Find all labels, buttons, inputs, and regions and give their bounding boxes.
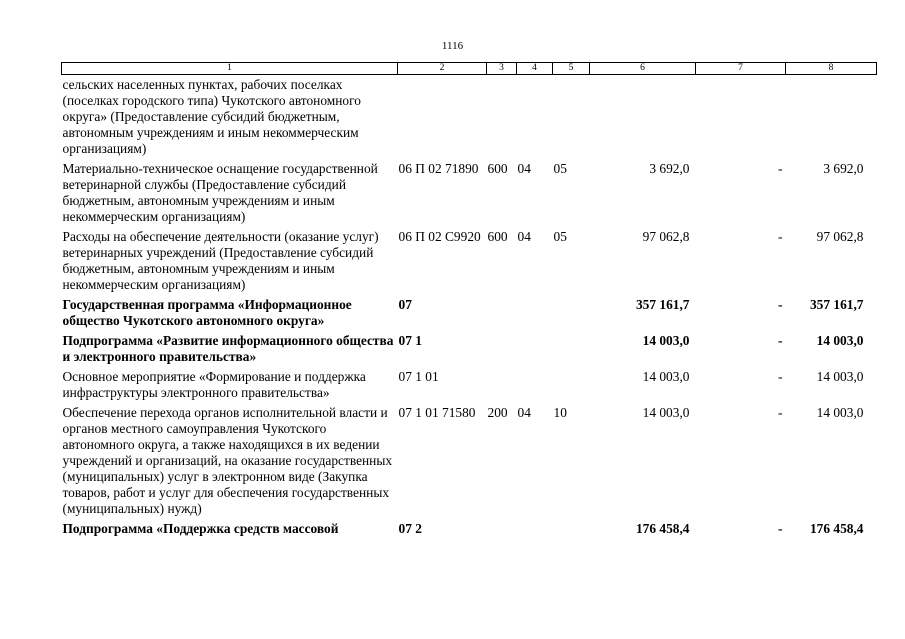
row-name-cell: Основное мероприятие «Формирование и поддержка инфраструктуры электронного правительства» [62,369,366,400]
row-total-cell: 14 003,0 [816,405,864,420]
row-name-cell: Расходы на обеспечение деятельности (оказание услуг) ветеринарных учреждений (Предоставление субсидий бюджетным, автономным учреждениям и иным некоммерческим организациям) [62,229,379,292]
row-name-cell: Обеспечение перехода органов исполнительной власти и органов местного самоуправления Чукотского автономного округа, а также находящихся в их ведении учреждений и организаций, на оказание государственных (муниципальных) услуг в электронном виде (Закупка товаров, работ и услуг для обеспечения государственных (муниципальных) нужд) [62,405,393,516]
row-amount-change-cell: - [778,297,783,312]
table-row [62,75,877,162]
row-code-cell: 07 1 [398,333,422,348]
row-section-cell: 04 [517,161,531,176]
row-amount-change-cell: - [778,405,783,420]
table-row [62,229,877,297]
table-row [62,405,877,521]
row-name-cell: Подпрограмма «Поддержка средств массовой [62,521,339,536]
row-total-cell: 14 003,0 [816,333,864,348]
column-header: 1 [62,63,398,75]
row-section-cell [517,333,553,369]
row-amount-cell: 14 003,0 [642,333,690,348]
row-amount-change-cell [696,75,786,162]
row-amount-change-cell: - [778,369,783,384]
column-header: 2 [398,63,487,75]
row-section-cell [517,297,553,333]
row-name-cell: Подпрограмма «Развитие информационного общества и электронного правительства» [62,333,394,364]
row-total-cell: 14 003,0 [816,369,864,384]
row-expense-type-cell [487,75,517,162]
row-name-cell: сельских населенных пунктах, рабочих поселках (поселках городского типа) Чукотского автономного округа» (Предоставление субсидий бюджетным, автономным учреждениям и иным некоммерческим организациям) [62,77,361,156]
row-amount-change-cell: - [778,521,783,536]
row-subsection-cell [553,369,590,405]
row-amount-cell: 14 003,0 [642,369,690,384]
row-subsection-cell: 05 [553,161,567,176]
page-number: 1116 [441,40,464,52]
table-row [62,161,877,229]
row-total-cell: 3 692,0 [823,161,864,176]
row-amount-change-cell: - [778,229,783,244]
table-row [62,297,877,333]
row-amount-cell: 97 062,8 [642,229,690,244]
column-header: 8 [786,63,877,75]
row-subsection-cell [553,75,590,162]
row-subsection-cell: 05 [553,229,567,244]
column-header: 4 [517,63,553,75]
row-code-cell: 07 1 01 [398,369,439,384]
row-section-cell: 04 [517,229,531,244]
row-code-cell: 07 2 [398,521,422,536]
row-code-cell: 07 1 01 71580 [398,405,476,420]
row-subsection-cell [553,333,590,369]
row-section-cell [517,521,553,541]
row-section-cell [517,369,553,405]
row-expense-type-cell [487,333,517,369]
row-name-cell: Материально-техническое оснащение государственной ветеринарной службы (Предоставление субсидий бюджетным, автономным учреждениям и иным некоммерческим организациям) [62,161,378,224]
column-header: 6 [590,63,696,75]
row-section-cell [517,75,553,162]
row-total-cell: 357 161,7 [809,297,864,312]
table-row [62,333,877,369]
row-amount-cell: 176 458,4 [635,521,690,536]
row-amount-cell: 3 692,0 [649,161,690,176]
row-expense-type-cell [487,369,517,405]
row-expense-type-cell: 600 [487,161,508,176]
budget-table [61,62,877,541]
row-total-cell: 176 458,4 [809,521,864,536]
row-amount-cell: 14 003,0 [642,405,690,420]
table-body [62,75,877,542]
row-code-cell: 06 П 02 71890 [398,161,479,176]
row-expense-type-cell: 200 [487,405,508,420]
row-subsection-cell [553,521,590,541]
column-header: 3 [487,63,517,75]
row-amount-change-cell: - [778,161,783,176]
row-total-cell [786,75,877,162]
column-header: 5 [553,63,590,75]
row-expense-type-cell [487,297,517,333]
row-amount-cell: 357 161,7 [635,297,690,312]
row-code-cell [398,75,487,162]
column-header: 7 [696,63,786,75]
row-subsection-cell: 10 [553,405,567,420]
row-expense-type-cell [487,521,517,541]
row-code-cell: 07 [398,297,412,312]
table-row [62,521,877,541]
row-name-cell: Государственная программа «Информационное общество Чукотского автономного округа» [62,297,352,328]
row-code-cell: 06 П 02 С9920 [398,229,481,244]
row-amount-cell [590,75,696,162]
table-row [62,369,877,405]
row-subsection-cell [553,297,590,333]
row-amount-change-cell: - [778,333,783,348]
row-expense-type-cell: 600 [487,229,508,244]
row-section-cell: 04 [517,405,531,420]
row-total-cell: 97 062,8 [816,229,864,244]
column-number-header [62,63,877,75]
